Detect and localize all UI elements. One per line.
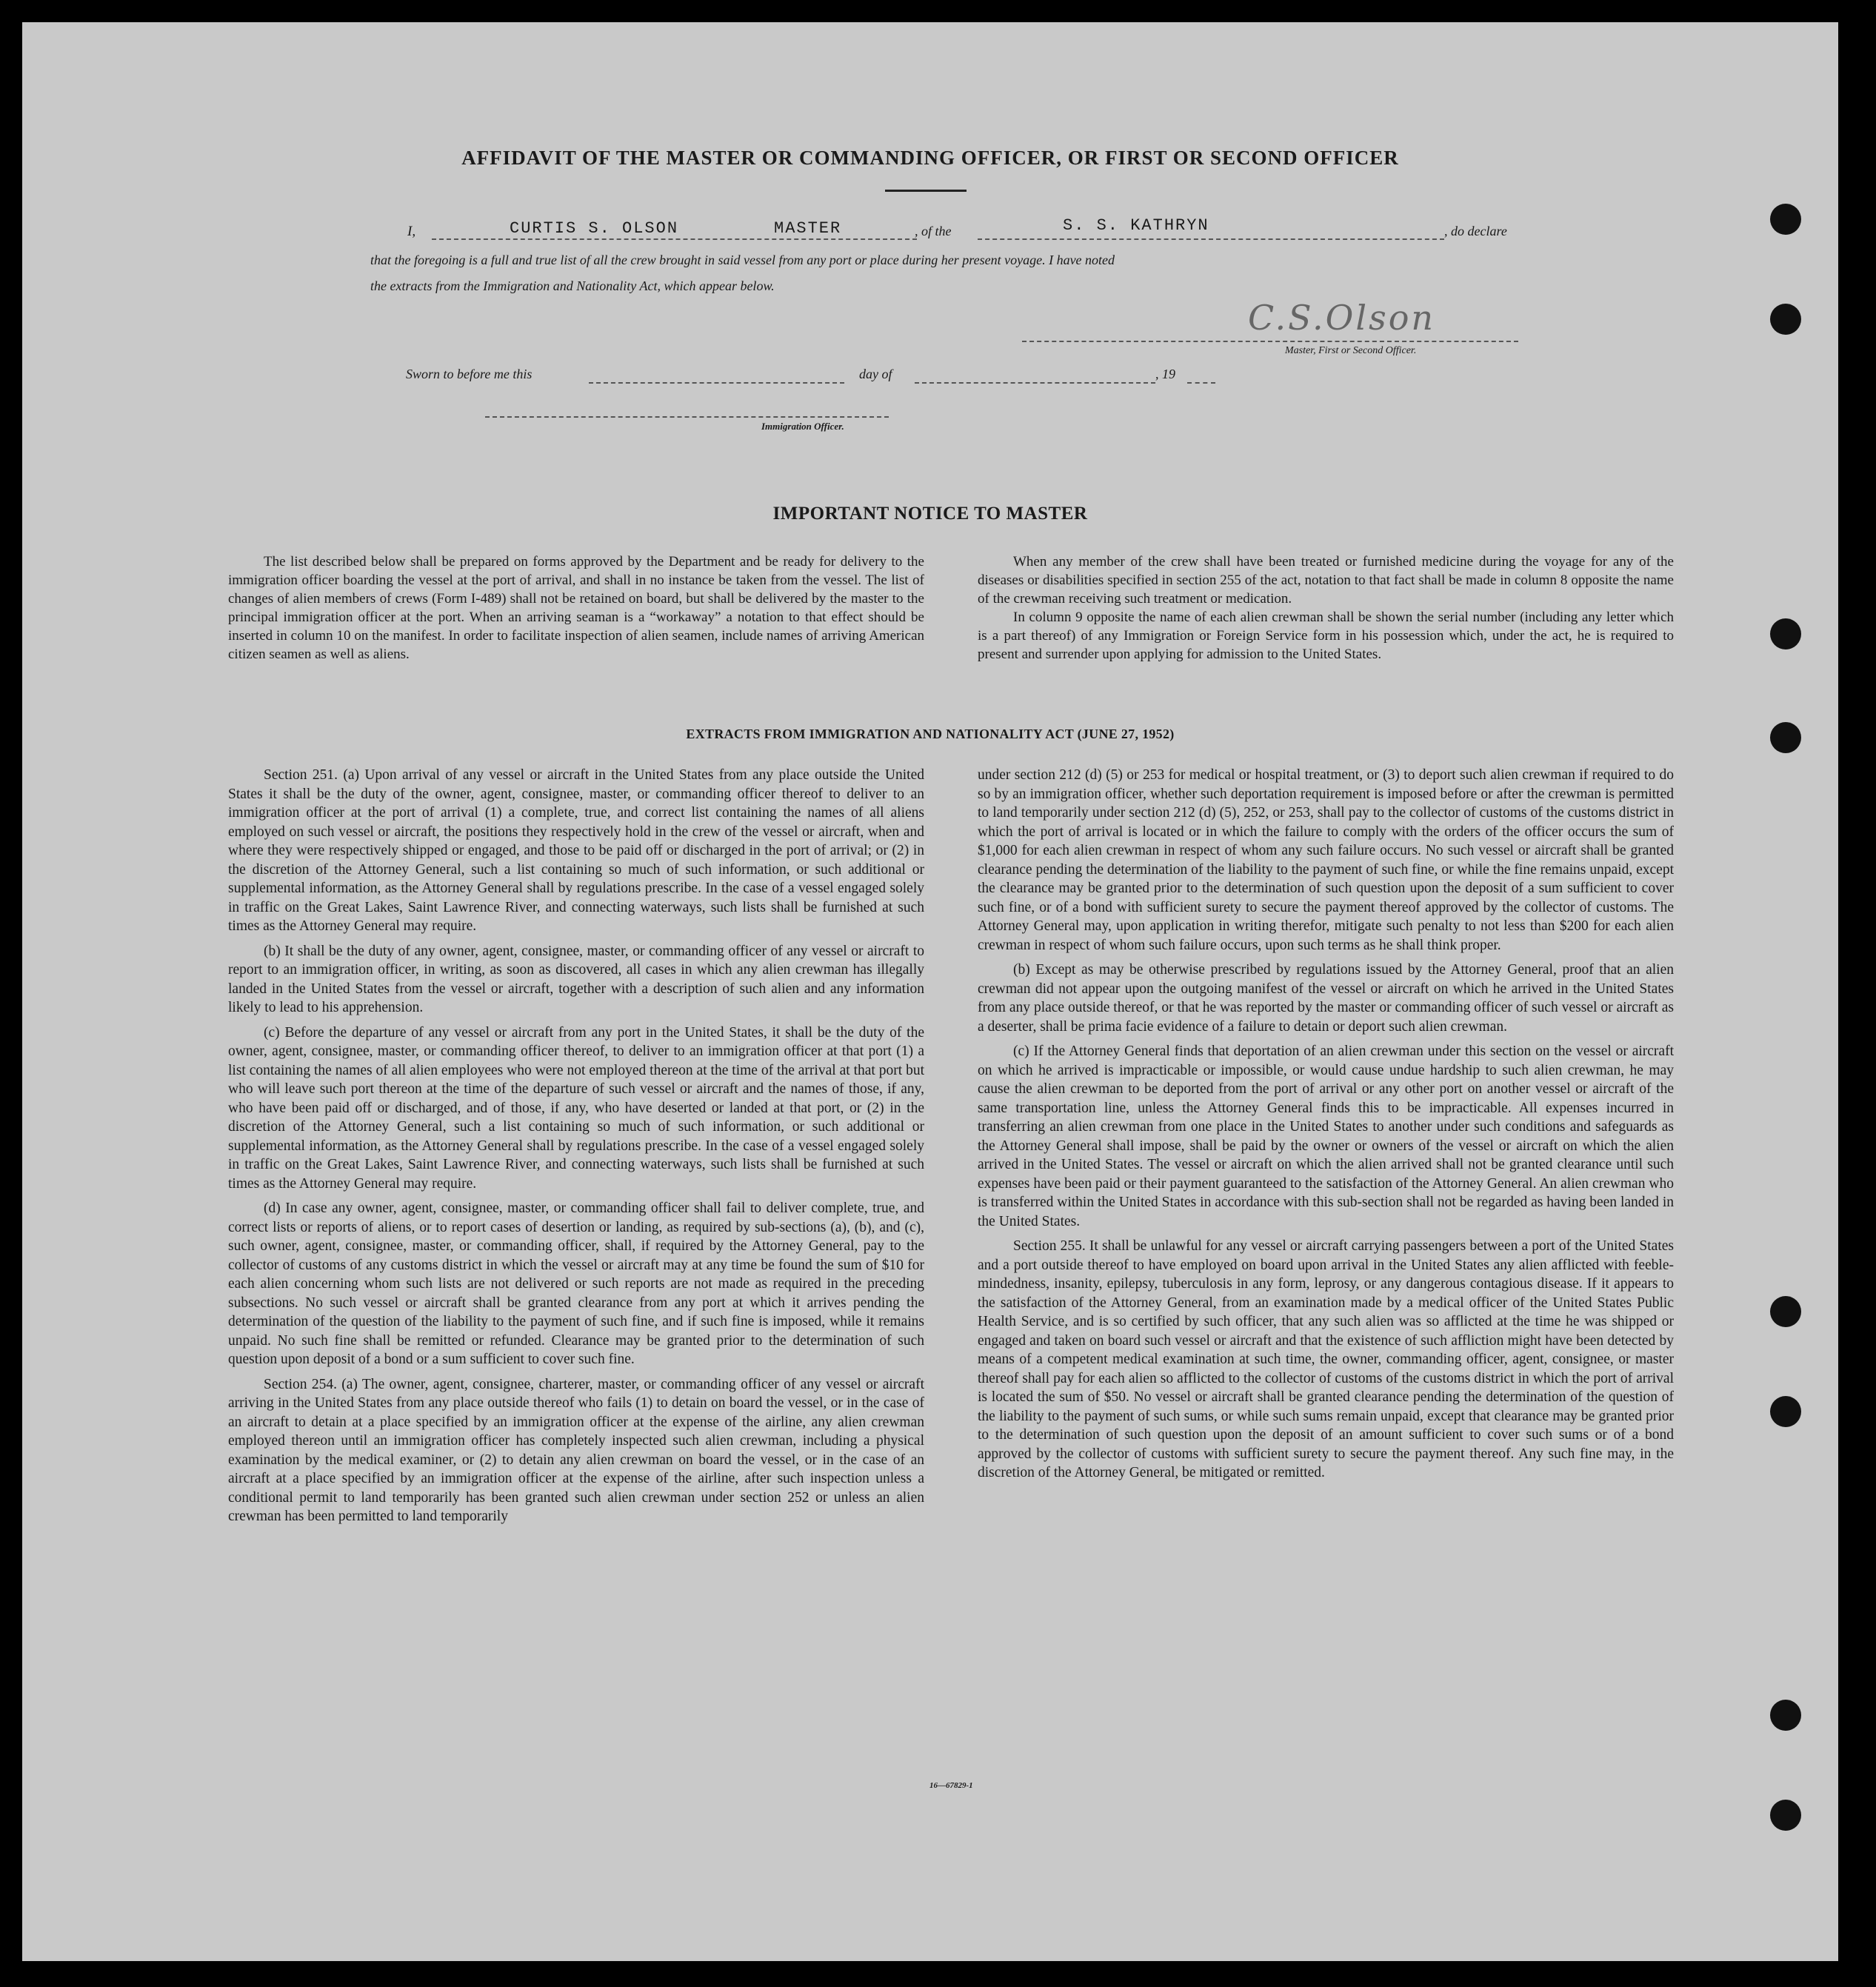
section-254-a-continued: under section 212 (d) (5) or 253 for medical or hospital treatment, or (3) to deport such alien crewman if required to do so by an immigration officer, whether such deportation requirement is imposed before or after the crewman is permitted to land temporarily under section 212 (d) (5), 252, or 253, shall pay to the collector of customs of the customs district in which the port of arrival is located or in which the failure to comply with the orders of the officer occurs the sum of $1,000 for each alien crewman in respect of whom any such failure occurs. No such vessel or aircraft shall be granted clearance pending the determination of the liability to the payment of such fine, or while the fine remains unpaid, except the clearance may be granted prior to the determination of such question upon the deposit of a sum sufficient to cover such fine, or of a bond with sufficient surety to secure the payment thereof approved by the collector of customs. The Attorney General may, upon application in writing therefor, mitigate such penalty to not less than $200 for each alien crewman in respect of whom such failure occurs, upon such terms as he shall think proper. xyxy=(978,767,1674,953)
name-line xyxy=(432,238,917,240)
do-declare-label: , do declare xyxy=(1444,224,1507,238)
punch-hole xyxy=(1770,1700,1801,1731)
notice-left-paragraph: The list described below shall be prepared on forms approved by the Department and be ready for delivery to the immigration officer boarding the vessel at the port of arrival, and shall in no instance be taken from the vessel. The list of changes of alien members of crews (Form I-489) shall not be retained on board, but shall be delivered by the master to the principal immigration officer at the port. When an arriving seaman is a “workaway” a notation to that effect should be inserted in column 10 on the manifest. In order to facilitate inspection of alien seamen, include names of arriving American citizen seamen as well as aliens. xyxy=(228,554,924,662)
signature-caption: Master, First or Second Officer. xyxy=(1285,345,1417,356)
section-254-b: (b) Except as may be otherwise prescribed by regulations issued by the Attorney General, proof that an alien crewman did not appear upon the outgoing manifest of the vessel or aircraft on which he arrived in the United States from any place outside thereof, or that he was reported by the master or commanding officer of such vessel or aircraft as a deserter, shall be prima facie evidence of a failure to detain or deport such alien crewman. xyxy=(978,962,1674,1035)
extracts-left-column xyxy=(228,766,924,1532)
affidavit-title: AFFIDAVIT OF THE MASTER OR COMMANDING OFFICER, OR FIRST OR SECOND OFFICER xyxy=(461,147,1399,169)
punch-hole xyxy=(1770,1800,1801,1831)
year-label: , 19 xyxy=(1155,367,1175,381)
section-255: Section 255. It shall be unlawful for any vessel or aircraft carrying passengers between a port of the United States and a port outside thereof to have employed on board upon arrival in the United States any alien afflicted with feeble-mindedness, insanity, epilepsy, tuberculosis in any form, leprosy, or any dangerous contagious disease. If it appears to the satisfaction of the Attorney General, from an examination made by a medical officer of the United States Public Health Service, and is so certified by such officer, that any such alien was so afflicted at the time he was shipped or engaged and taken on board such vessel or aircraft and that the existence of such affliction might have been detected by means of a competent medical examination at such time, the owner, commanding officer, agent, consignee, or master thereof shall pay for each alien so afflicted to the collector of customs of the customs district in which the port of arrival is located the sum of $50. No vessel or aircraft shall be granted clearance pending the determination of the question of the liability to the payment of such sums, or while such sums remain unpaid, except that clearance may be granted prior to the determination of such question upon the deposit of an amount sufficient to cover such sums or of a bond approved by the collector of customs with sufficient surety to secure the payment thereof. Any such fine may, in the discretion of the Attorney General, be mitigated or remitted. xyxy=(978,1238,1674,1480)
of-the-label: , of the xyxy=(915,224,952,238)
signature-line xyxy=(1022,341,1518,342)
document-page xyxy=(22,22,1838,1961)
notice-right-paragraph-1: When any member of the crew shall have been treated or furnished medicine during the voyage for any of the diseases or disabilities specified in section 255 of the act, notation to that fact shall be made in column 8 opposite the name of the crewman receiving such treatment or medication. xyxy=(978,554,1674,607)
punch-hole xyxy=(1770,1296,1801,1327)
vessel-line xyxy=(978,238,1444,240)
section-251-a: Section 251. (a) Upon arrival of any vessel or aircraft in the United States from any place outside the United States it shall be the duty of the owner, agent, consignee, master, or commanding officer thereof to deliver to an immigration officer at the port of arrival (1) a complete, true, and correct list containing the names of all aliens employed on such vessel or aircraft, the positions they respectively hold in the crew of the vessel or aircraft, when and where they were respectively shipped or engaged, and those to be paid off or discharged in the port of arrival; or (2) in the discretion of the Attorney General, such a list containing so much of such information, or such additional or supplemental information, as the Attorney General shall by regulations prescribe. In the case of a vessel engaged solely in traffic on the Great Lakes, Saint Lawrence River, and connecting waterways, such lists shall be furnished at such times as the Attorney General may require. xyxy=(228,767,924,934)
notice-title: IMPORTANT NOTICE TO MASTER xyxy=(772,504,1088,524)
extracts-title: EXTRACTS FROM IMMIGRATION AND NATIONALITY ACT (JUNE 27, 1952) xyxy=(686,727,1175,741)
notice-right-paragraph-2: In column 9 opposite the name of each alien crewman shall be shown the serial number (including any letter which is a part thereof) of any Immigration or Foreign Service form in his possession which, under the act, he is required to present and surrender upon applying for admission to the United States. xyxy=(978,610,1674,662)
master-name-field: CURTIS S. OLSON xyxy=(510,219,679,238)
punch-hole xyxy=(1770,618,1801,649)
sworn-date-line xyxy=(589,382,844,384)
section-251-b: (b) It shall be the duty of any owner, agent, consignee, master, or commanding officer of any vessel or aircraft to report to an immigration officer, in writing, as soon as discovered, all cases in which any alien crewman has illegally landed in the United States from the vessel or aircraft, together with a description of such alien and any information likely to lead to his apprehension. xyxy=(228,943,924,1015)
section-251-d: (d) In case any owner, agent, consignee, master, or commanding officer shall fail to deliver complete, true, and correct lists or reports of aliens, or to report cases of desertion or landing, as required by sub-sections (a), (b), and (c), such owner, agent, consignee, master, or commanding officer, shall, if required by the Attorney General, pay to the collector of customs of any customs district in which the vessel or aircraft may at any time be found the sum of $10 for each alien concerning whom such lists are not delivered or such reports are not made as required in the preceding subsections. No such vessel or aircraft shall be granted clearance from any port at which it arrives pending the determination of the question of the liability to the payment of such fine, and if such fine is imposed, while it remains unpaid. No such fine shall be remitted or refunded. Clearance may be granted prior to the determination of such question upon deposit of a bond or a sum sufficient to cover such fine. xyxy=(228,1200,924,1367)
section-254-c: (c) If the Attorney General finds that deportation of an alien crewman under this section on the vessel or aircraft on which he arrived is impracticable or impossible, or would cause undue hardship to such alien crewman, he may cause the alien crewman to be deported from the port of arrival or any other port on another vessel or aircraft of the same transportation line, unless the Attorney General finds this to be impracticable. All expenses incurred in transferring an alien crewman from one place in the United States to another under such conditions and safeguards as the Attorney General shall impose, shall be paid by the owner or owners of the vessel or aircraft on which the alien arrived in the United States. The vessel or aircraft on which the alien arrived shall not be granted clearance until such expenses have been paid or their payment guaranteed to the satisfaction of the Attorney General. An alien crewman who is transferred within the United States in accordance with this sub-section shall not be regarded as having been landed in the United States. xyxy=(978,1043,1674,1229)
declaration-line-1: that the foregoing is a full and true list of all the crew brought in said vessel from any port or place during her present voyage. I have noted xyxy=(370,253,1115,267)
rank-field: MASTER xyxy=(774,219,842,238)
title-rule xyxy=(885,190,967,192)
vessel-name-field: S. S. KATHRYN xyxy=(1063,216,1209,235)
extracts-right-column xyxy=(978,766,1674,1489)
i-label: I, xyxy=(407,224,416,239)
section-254-a: Section 254. (a) The owner, agent, consignee, charterer, master, or commanding officer of any vessel or aircraft arriving in the United States from any place outside thereof who fails (1) to detain on board the vessel, or in the case of an aircraft to detain at a place specified by an immigration officer at the expense of the airline, any alien crewman employed thereon until an immigration officer has completely inspected such alien crewman, including a physical examination by the medical examiner, or (2) to detain any alien crewman on board the vessel, or in the case of an aircraft at a place specified by an immigration officer at the expense of the airline, after such inspection unless a conditional permit to land temporarily has been granted such alien crewman under section 252 or unless an alien crewman has been permitted to land temporarily xyxy=(228,1376,924,1524)
punch-hole xyxy=(1770,1396,1801,1427)
punch-hole xyxy=(1770,304,1801,335)
officer-line xyxy=(485,416,889,418)
section-251-c: (c) Before the departure of any vessel or aircraft from any port in the United States, it shall be the duty of the owner, agent, consignee, master, or commanding officer thereof, to deliver to an immigration officer at that port (1) a list containing the names of all alien employees who were not employed thereon at the time of the arrival at that port but who will leave such port thereon at the time of the departure of such vessel or aircraft and the names of those, if any, who have been paid off or discharged, and of those, if any, who have deserted or landed at that port, or (2) in the discretion of the Attorney General, such a list containing so much of such information, or such additional or supplemental information, as the Attorney General shall by regulations prescribe. In the case of a vessel engaged solely in traffic on the Great Lakes, Saint Lawrence River, and connecting waterways, such lists shall be furnished at such times as the Attorney General may require. xyxy=(228,1024,924,1192)
punch-hole xyxy=(1770,204,1801,235)
notice-left-column xyxy=(228,552,924,669)
master-signature: C.S.Olson xyxy=(1248,298,1436,338)
declaration-line-2: the extracts from the Immigration and Nationality Act, which appear below. xyxy=(370,278,775,293)
day-of-label: day of xyxy=(859,367,892,381)
notice-right-column xyxy=(978,552,1674,669)
year-line xyxy=(1187,382,1215,384)
month-line xyxy=(915,382,1155,384)
form-number: 16—67829-1 xyxy=(929,1781,973,1790)
sworn-label: Sworn to before me this xyxy=(406,367,533,381)
officer-caption: Immigration Officer. xyxy=(761,421,844,432)
